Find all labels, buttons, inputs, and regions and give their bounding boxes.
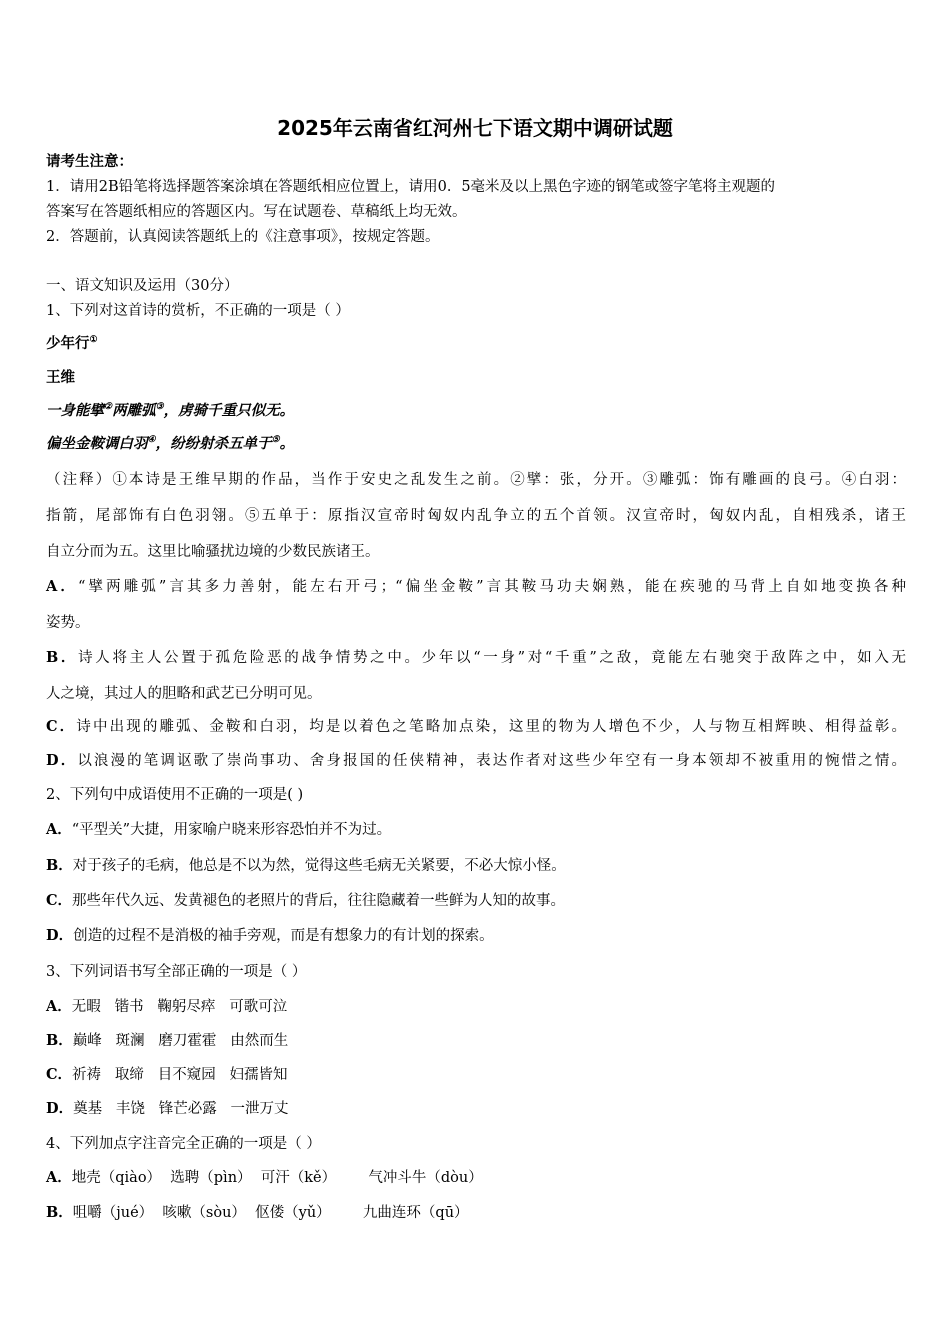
q3-option-a-text: 无暇 锴书 鞠躬尽瘁 可歌可泣 — [71, 999, 288, 1015]
q3-option-c — [46, 1065, 288, 1085]
page-title: 2025年云南省红河州七下语文期中调研试题 — [277, 116, 673, 140]
q2-option-b-text: 对于孩子的毛病，他总是不以为然，觉得这些毛病无关紧要，不必大惊小怪。 — [72, 858, 566, 874]
footnote-2: ② — [104, 402, 113, 412]
q2-option-a-text: “平型关”大捷，用家喻户晓来形容恐怕并不为过。 — [71, 822, 392, 838]
notice-line-1a: 1．请用2B铅笔将选择题答案涂填在答题纸相应位置上，请用0．5毫米及以上黑色字迹的钢笔或签字笔将主观题的 — [46, 179, 776, 195]
poem-title-text: 少年行 — [46, 335, 90, 352]
poem-line-2 — [46, 434, 294, 454]
q3-option-b-text: 巅峰 斑澜 磨刀霍霍 由然而生 — [72, 1033, 289, 1049]
poem-line-1-part-c: ，虏骑千重只似无。 — [163, 402, 295, 419]
q4-option-a-label: A． — [46, 1169, 72, 1186]
q2-option-a — [46, 820, 391, 840]
q4-option-b-label: B． — [46, 1204, 73, 1221]
q2-option-d-text: 创造的过程不是消极的袖手旁观，而是有想象力的有计划的探索。 — [73, 928, 494, 944]
q1-option-c-text: 诗中出现的雕弧、金鞍和白羽，均是以着色之笔略加点染，这里的物为人增色不少，人与物互相辉映、相得益彰。 — [76, 719, 907, 735]
poem-title-footnote: ① — [89, 335, 98, 345]
q2-option-b-label: B． — [46, 857, 73, 874]
poem-line-2-part-a: 偏坐金鞍调白羽 — [46, 435, 148, 452]
q3-option-d-text: 奠基 丰饶 锋芒必露 一泄万丈 — [73, 1101, 289, 1117]
notice-line-1b: 答案写在答题纸相应的答题区内。写在试题卷、草稿纸上均无效。 — [46, 204, 467, 220]
q3-option-d-label: D． — [46, 1100, 74, 1117]
poem-line-1 — [46, 401, 294, 421]
poem-note-line-1: （注释）①本诗是王维早期的作品，当作于安史之乱发生之前。②擘：张，分开。③雕弧：饰有雕画的良弓。④白羽： — [46, 472, 906, 488]
q1-option-c — [46, 717, 906, 737]
q2-stem: 2、下列句中成语使用不正确的一项是( ) — [46, 787, 304, 803]
footnote-3: ③ — [155, 402, 164, 412]
q1-option-a-line-2: 姿势。 — [46, 615, 90, 631]
notice-heading: 请考生注意： — [46, 153, 133, 170]
q3-stem: 3、下列词语书写全部正确的一项是（ ） — [46, 964, 307, 980]
poem-line-2-part-c: 。 — [279, 435, 295, 452]
q1-option-b-label: B． — [46, 649, 79, 666]
notice-line-2: 2．答题前，认真阅读答题纸上的《注意事项》，按规定答题。 — [46, 229, 440, 245]
poem-note-line-2: 指箭，尾部饰有白色羽翎。⑤五单于：原指汉宣帝时匈奴内乱争立的五个首领。汉宣帝时，匈奴内乱，自相残杀，诸王 — [46, 508, 906, 524]
poem-line-1-part-a: 一身能擘 — [46, 402, 104, 419]
q1-option-a-line-1 — [46, 577, 906, 597]
q4-option-b-text: 咀嚼（jué） 咳嗽（sòu） 伛偻（yǔ） 九曲连环（qū） — [72, 1205, 469, 1221]
q3-option-b-label: B． — [46, 1032, 73, 1049]
q2-option-c-text: 那些年代久远、发黄褪色的老照片的背后，往往隐藏着一些鲜为人知的故事。 — [72, 893, 566, 909]
q1-option-a-label: A． — [46, 578, 78, 595]
q1-option-a-text: “擘两雕弧”言其多力善射，能左右开弓；“偏坐金鞍”言其鞍马功夫娴熟，能在疾驰的马背上自如地变换各种 — [77, 579, 906, 595]
q2-option-c-label: C． — [46, 892, 73, 909]
poem-line-1-part-b: 两雕弧 — [112, 402, 156, 419]
q4-option-a — [46, 1168, 483, 1188]
q1-option-b-text: 诗人将主人公置于孤危险恶的战争情势之中。少年以“一身”对“千重”之敌，竟能左右驰突于敌阵之中，如入无 — [78, 650, 906, 666]
q1-option-c-label: C． — [46, 718, 77, 735]
q2-option-d-label: D． — [46, 927, 74, 944]
q1-stem: 1、下列对这首诗的赏析，不正确的一项是（ ） — [46, 303, 350, 319]
q1-option-b-line-1 — [46, 648, 906, 668]
q3-option-a — [46, 997, 287, 1017]
q1-option-b-line-2: 人之境，其过人的胆略和武艺已分明可见。 — [46, 686, 322, 702]
q1-option-d-text: 以浪漫的笔调讴歌了崇尚事功、舍身报国的任侠精神，表达作者对这些少年空有一身本领却不被重用的惋惜之情。 — [77, 753, 906, 769]
q1-option-d — [46, 751, 906, 771]
q3-option-d — [46, 1099, 289, 1119]
q2-option-c — [46, 891, 565, 911]
q4-option-b — [46, 1203, 469, 1223]
section-heading: 一、语文知识及运用（30分） — [46, 278, 239, 294]
poem-title — [46, 334, 98, 354]
q4-option-a-text: 地壳（qiào） 选聘（pìn） 可汗（kě） 气冲斗牛（dòu） — [71, 1170, 483, 1186]
q2-option-d — [46, 926, 494, 946]
q3-option-c-label: C． — [46, 1066, 73, 1083]
q3-option-c-text: 祈祷 取缔 目不窥园 妇孺皆知 — [72, 1067, 288, 1083]
q2-option-a-label: A． — [46, 821, 72, 838]
q3-option-a-label: A． — [46, 998, 72, 1015]
footnote-4: ④ — [147, 435, 156, 445]
q4-stem: 4、下列加点字注音完全正确的一项是（ ） — [46, 1136, 321, 1152]
q2-option-b — [46, 856, 566, 876]
q3-option-b — [46, 1031, 288, 1051]
poem-line-2-part-b: ，纷纷射杀五单于 — [155, 435, 272, 452]
poem-note-line-3: 自立分而为五。这里比喻骚扰边境的少数民族诸王。 — [46, 544, 380, 560]
poem-author: 王维 — [46, 369, 75, 386]
q1-option-d-label: D． — [46, 752, 78, 769]
footnote-5: ⑤ — [271, 435, 280, 445]
